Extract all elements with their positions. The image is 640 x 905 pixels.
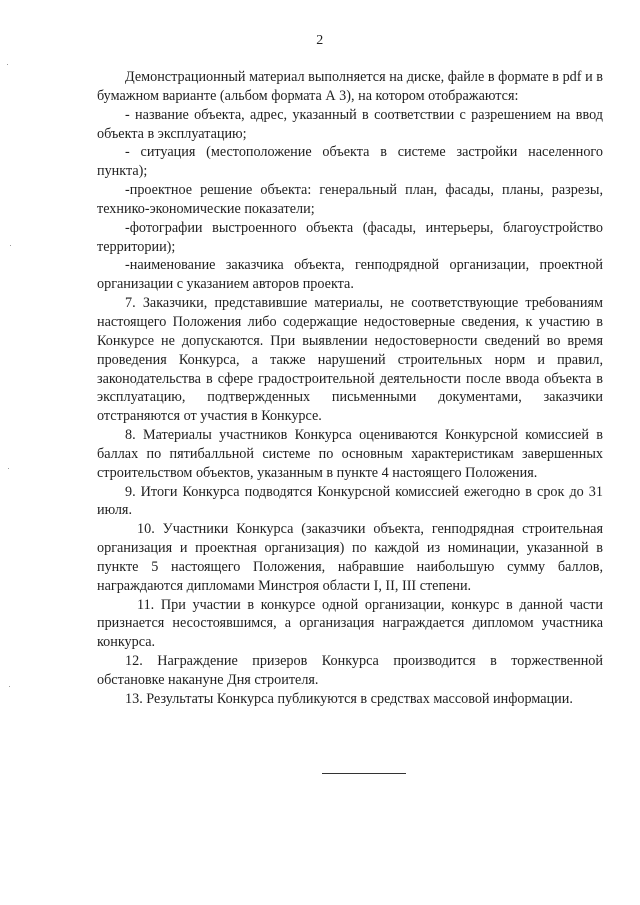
list-item-photos: -фотографии выстроенного объекта (фасады, интерьеры, благоустройство территории); [97, 219, 603, 255]
paragraph-point-11: 11. При участии в конкурсе одной организации, конкурс в данной части признается несостоявшимся, а организация награждается дипломом участника конкурса. [97, 596, 603, 651]
scan-speck [9, 686, 10, 687]
document-body [97, 68, 603, 709]
list-item-situation: - ситуация (местоположение объекта в системе застройки населенного пункта); [97, 144, 603, 180]
scan-speck [10, 245, 11, 246]
page-number: 2 [316, 33, 324, 48]
paragraph-point-10: 10. Участники Конкурса (заказчики объекта, генподрядная строительная организация и проектная организация) по каждой из номинации, указанной в пункте 5 настоящего Положения, набравшие наибольшую сумму баллов, награждаются дипломами Минстроя области I, II, III степени. [97, 521, 603, 594]
paragraph-intro: Демонстрационный материал выполняется на диске, файле в формате в pdf и в бумажном варианте (альбом формата А 3), на котором отображаются: [97, 69, 603, 104]
paragraph-point-8: 8. Материалы участников Конкурса оцениваются Конкурсной комиссией в баллах по пятибалльной системе по основным характеристикам завершенных строительством объектов, указанным в пункте 4 настоящего Положения. [97, 427, 603, 481]
paragraph-point-7: 7. Заказчики, представившие материалы, не соответствующие требованиям настоящего Положения либо содержащие недостоверные сведения, к участию в Конкурсе не допускаются. При выявлении недостоверности сведений во время проведения Конкурса, а также нарушений строительных норм и правил, законодательства в сфере градостроительной деятельности после ввода объекта в эксплуатацию, подтвержденных письменными документами, заказчики отстраняются от участия в Конкурсе. [97, 295, 603, 425]
paragraph-point-9: 9. Итоги Конкурса подводятся Конкурсной комиссией ежегодно в срок до 31 июля. [97, 483, 603, 519]
list-item-object-name: - название объекта, адрес, указанный в соответствии с разрешением на ввод объекта в эксплуатацию; [97, 106, 603, 142]
list-item-design-solution: -проектное решение объекта: генеральный план, фасады, планы, разрезы, технико-экономические показатели; [97, 182, 603, 217]
scan-speck [7, 64, 8, 65]
paragraph-point-13: 13. Результаты Конкурса публикуются в средствах массовой информации. [125, 690, 573, 707]
end-of-document-divider [322, 773, 406, 774]
paragraph-point-12: 12. Награждение призеров Конкурса производится в торжественной обстановке накануне Дня строителя. [97, 653, 603, 688]
list-item-organization-names: -наименование заказчика объекта, генподрядной организации, проектной организации с указанием авторов проекта. [97, 257, 603, 293]
scan-speck [8, 468, 9, 469]
